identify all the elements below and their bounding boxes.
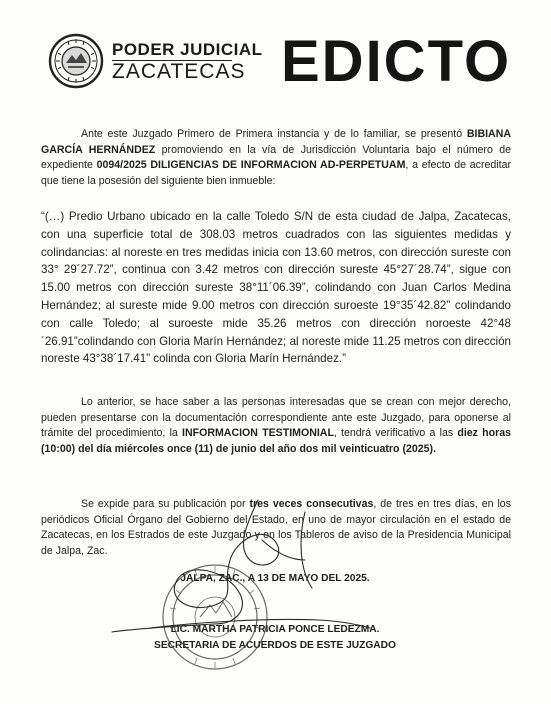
intro-text-2: promoviendo en la vía de Jurisdicción Voluntaria bajo el número de expediente	[41, 143, 511, 171]
testimonial-label: INFORMACION TESTIMONIAL	[182, 427, 334, 439]
org-name-line1: PODER JUDICIAL	[112, 40, 263, 59]
promovente-name: BIBIANA GARCÍA HERNÁNDEZ	[41, 128, 511, 156]
org-name-line2: ZACATECAS	[112, 60, 246, 83]
publication-text-2: , de tres en tres días, en los periódicos Oficial Órgano del Gobierno del Estado, en uno de mayor circulación en el estado de Zacatecas, en los Estrados de este Juzgado y en los Tableros de aviso de la Presidencia Municipal de Jalpa, Zac.	[41, 498, 511, 557]
paragraph-intro	[41, 127, 511, 189]
signer-name: LIC. MARTHA PATRICIA PONCE LEDEZMA.	[170, 624, 380, 635]
expediente-number: 0094/2025 DILIGENCIAS DE INFORMACION AD-PERPETUAM	[96, 159, 406, 171]
judicial-seal-icon	[48, 33, 104, 89]
place-date: JALPA, ZAC., A 13 DE MAYO DEL 2025.	[180, 573, 370, 584]
publication-text-1: Se expide para su publicación por	[81, 498, 250, 510]
intro-text-1: Ante este Juzgado Primero de Primera instancia y de lo familiar, se presentó	[81, 128, 467, 140]
hearing-date: diez horas (10:00) del día miércoles once (11) de junio del año dos mil veinticuatro (2025).	[41, 427, 511, 455]
publication-frequency: tres veces consecutivas	[249, 498, 374, 510]
signer-role: SECRETARIA DE ACUERDOS DE ESTE JUZGADO	[154, 640, 396, 651]
notice-text-1: Lo anterior, se hace saber a las personas interesadas que se crean con mejor derecho, pueden presentarse con la documentación correspondiente ante este Juzgado, para oponerse al trámite del procedimiento, la	[41, 396, 511, 439]
intro-text-3: , a efecto de acreditar que tiene la posesión del siguiente bien inmueble:	[41, 159, 512, 187]
paragraph-property-description: “(…) Predio Urbano ubicado en la calle Toledo S/N de esta ciudad de Jalpa, Zacatecas, con una superficie total de 308.03 metros cuadrados con las siguientes medidas y colindancias: al noreste en tres medidas inicia con 13.60 metros, con dirección sureste con 33° 29´27.72”, continua con 3.42 metros con dirección sureste 45°27´28.74”, sigue con 15.00 metros con dirección sureste 38°11´06.39”, colindando con Juan Carlos Medina Hernández; al sureste mide 9.00 metros con dirección suroeste 19°35´42.82” colindando con calle Toledo; al suroeste mide 35.26 metros con dirección noroeste 42°48´26.91”colindando con Gloria Marín Hernández; al noreste mide 11.25 metros con dirección noreste 43°38´17.41” colinda con Gloria Marín Hernández.”	[41, 210, 511, 366]
document-title: EDICTO	[281, 29, 512, 94]
notice-text-2: , tendrá verificativo a las	[333, 427, 458, 439]
paragraph-publication	[41, 497, 511, 559]
paragraph-notice	[41, 395, 511, 457]
